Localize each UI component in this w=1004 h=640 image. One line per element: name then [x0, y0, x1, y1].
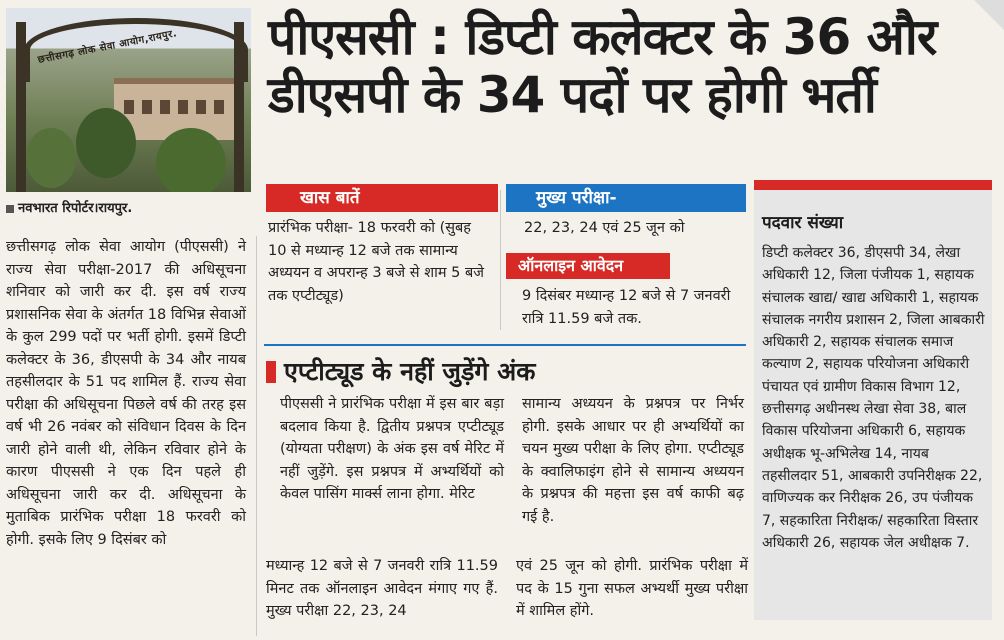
aptitude-heading — [266, 354, 746, 388]
credit-text: नवभारत रिपोर्टर।रायपुर. — [18, 201, 133, 216]
prelim-exam-text: प्रारंभिक परीक्षा- 18 फरवरी को (सुबह 10 से मध्यान्ह 12 बजे तक सामान्य अध्ययन व अपरान्ह 3 बजे से शाम 5 बजे तक एप्टीट्यूड) — [268, 220, 484, 304]
credit-square-icon — [6, 205, 14, 213]
posts-list-text: डिप्टी कलेक्टर 36, डीएसपी 34, लेखा अधिकारी 12, जिला पंजीयक 1, सहायक संचालक खाद्य/ खाद्य अधिकारी 1, सहायक संचालक नगरीय प्रशासन 2, जिला आबकारी अधिकारी 2, सहायक संचालक समाज कल्याण 2, सहायक परियोजना अधिकारी पंचायत एवं ग्रामीण विकास विभाग 12, छत्तीसगढ़ अधीनस्थ लेखा सेवा 38, बाल विकास परियोजना अधिकारी 6, सहायक अधीक्षक भू-अभिलेख 14, नायब तहसीलदार 51, आबकारी उपनिरीक्षक 22, वाणिज्यक कर निरीक्षक 26, उप पंजीयक 7, सहकारिता निरीक्षक/ सहकारिता विस्तार अधिकारी 26, सहायक जेल अधीक्षक 7. — [762, 245, 985, 551]
gate-arch-text: छत्तीसगढ़ लोक सेवा आयोग,रायपुर. — [36, 28, 179, 66]
tree — [76, 108, 136, 178]
tree — [156, 128, 226, 192]
posts-title: पदवार संख्या — [762, 213, 844, 233]
box-divider — [500, 190, 501, 330]
page-corner — [974, 0, 1004, 30]
mains-exam-text: 22, 23, 24 एवं 25 जून को — [524, 220, 685, 236]
sidebar-top-bar — [754, 180, 992, 190]
headline: पीएससी : डिप्टी कलेक्टर के 36 और डीएसपी के 34 पदों पर होगी भर्ती — [268, 8, 937, 124]
aptitude-heading-text: एप्टीट्यूड के नहीं जुड़ेंगे अंक — [284, 357, 536, 386]
aptitude-column-b: सामान्य अध्ययन के प्रश्नपत्र पर निर्भर होगी. इसके आधार पर ही अभ्यर्थियों का चयन मुख्य परीक्षा के लिए होगा. एप्टीट्यूड के क्वालिफाइंग होने से सामान्य अध्ययन के प्रश्नपत्र की महत्ता इस वर्ष काफी बढ़ गई है. — [522, 396, 744, 525]
mains-label: मुख्य परीक्षा- — [506, 184, 746, 212]
highlights-label: खास बातें — [266, 184, 498, 212]
heading-bar-icon — [266, 361, 276, 383]
psc-building-photo — [6, 8, 251, 192]
tree — [26, 128, 76, 188]
aptitude-column-a: पीएससी ने प्रारंभिक परीक्षा में इस बार बड़ा बदलाव किया है. द्वितीय प्रश्नपत्र एप्टीट्यूड (योग्यता परीक्षण) के अंक इस वर्ष मेरिट में नहीं जुड़ेंगे. इस प्रश्नपत्र में अभ्यर्थियों को केवल पासिंग मार्क्स लाना होगा. मेरिट — [280, 396, 504, 502]
continuation-column-a: मध्यान्ह 12 बजे से 7 जनवरी रात्रि 11.59 मिनट तक ऑनलाइन आवेदन मंगाए गए हैं. मुख्य परीक्षा 22, 23, 24 — [266, 558, 498, 619]
reporter-credit — [6, 198, 132, 216]
online-application-text: 9 दिसंबर मध्यान्ह 12 बजे से 7 जनवरी रात्रि 11.59 बजे तक. — [522, 288, 731, 327]
posts-sidebar — [754, 180, 992, 620]
continuation-column-b: एवं 25 जून को होगी. प्रारंभिक परीक्षा में पद के 15 गुना सफल अभ्यर्थी मुख्य परीक्षा में शामिल होंगे. — [516, 558, 748, 619]
online-application-label: ऑनलाइन आवेदन — [506, 253, 670, 279]
column-divider — [256, 236, 257, 636]
article-column-1: छत्तीसगढ़ लोक सेवा आयोग (पीएससी) ने राज्य सेवा परीक्षा-2017 की अधिसूचना शनिवार को जारी कर दी. इस वर्ष राज्य प्रशासनिक सेवा के अंतर्गत 18 विभिन्न सेवाओं के कुल 299 पदों पर भर्ती होगी. इसमें डिप्टी कलेक्टर के 36, डीएसपी के 34 और नायब तहसीलदार के 51 पद शामिल हैं. राज्य सेवा परीक्षा की अधिसूचना पिछले वर्ष की तरह इस वर्ष भी 26 नवंबर को संविधान दिवस के दिन जारी होने वाली थी, लेकिन रविवार होने के कारण पीएससी ने एक दिन पहले ही अधिसूचना जारी कर दी. अधिसूचना के मुताबिक प्रारंभिक परीक्षा 18 फरवरी को होगी. इसके लिए 9 दिसंबर को — [6, 239, 246, 548]
